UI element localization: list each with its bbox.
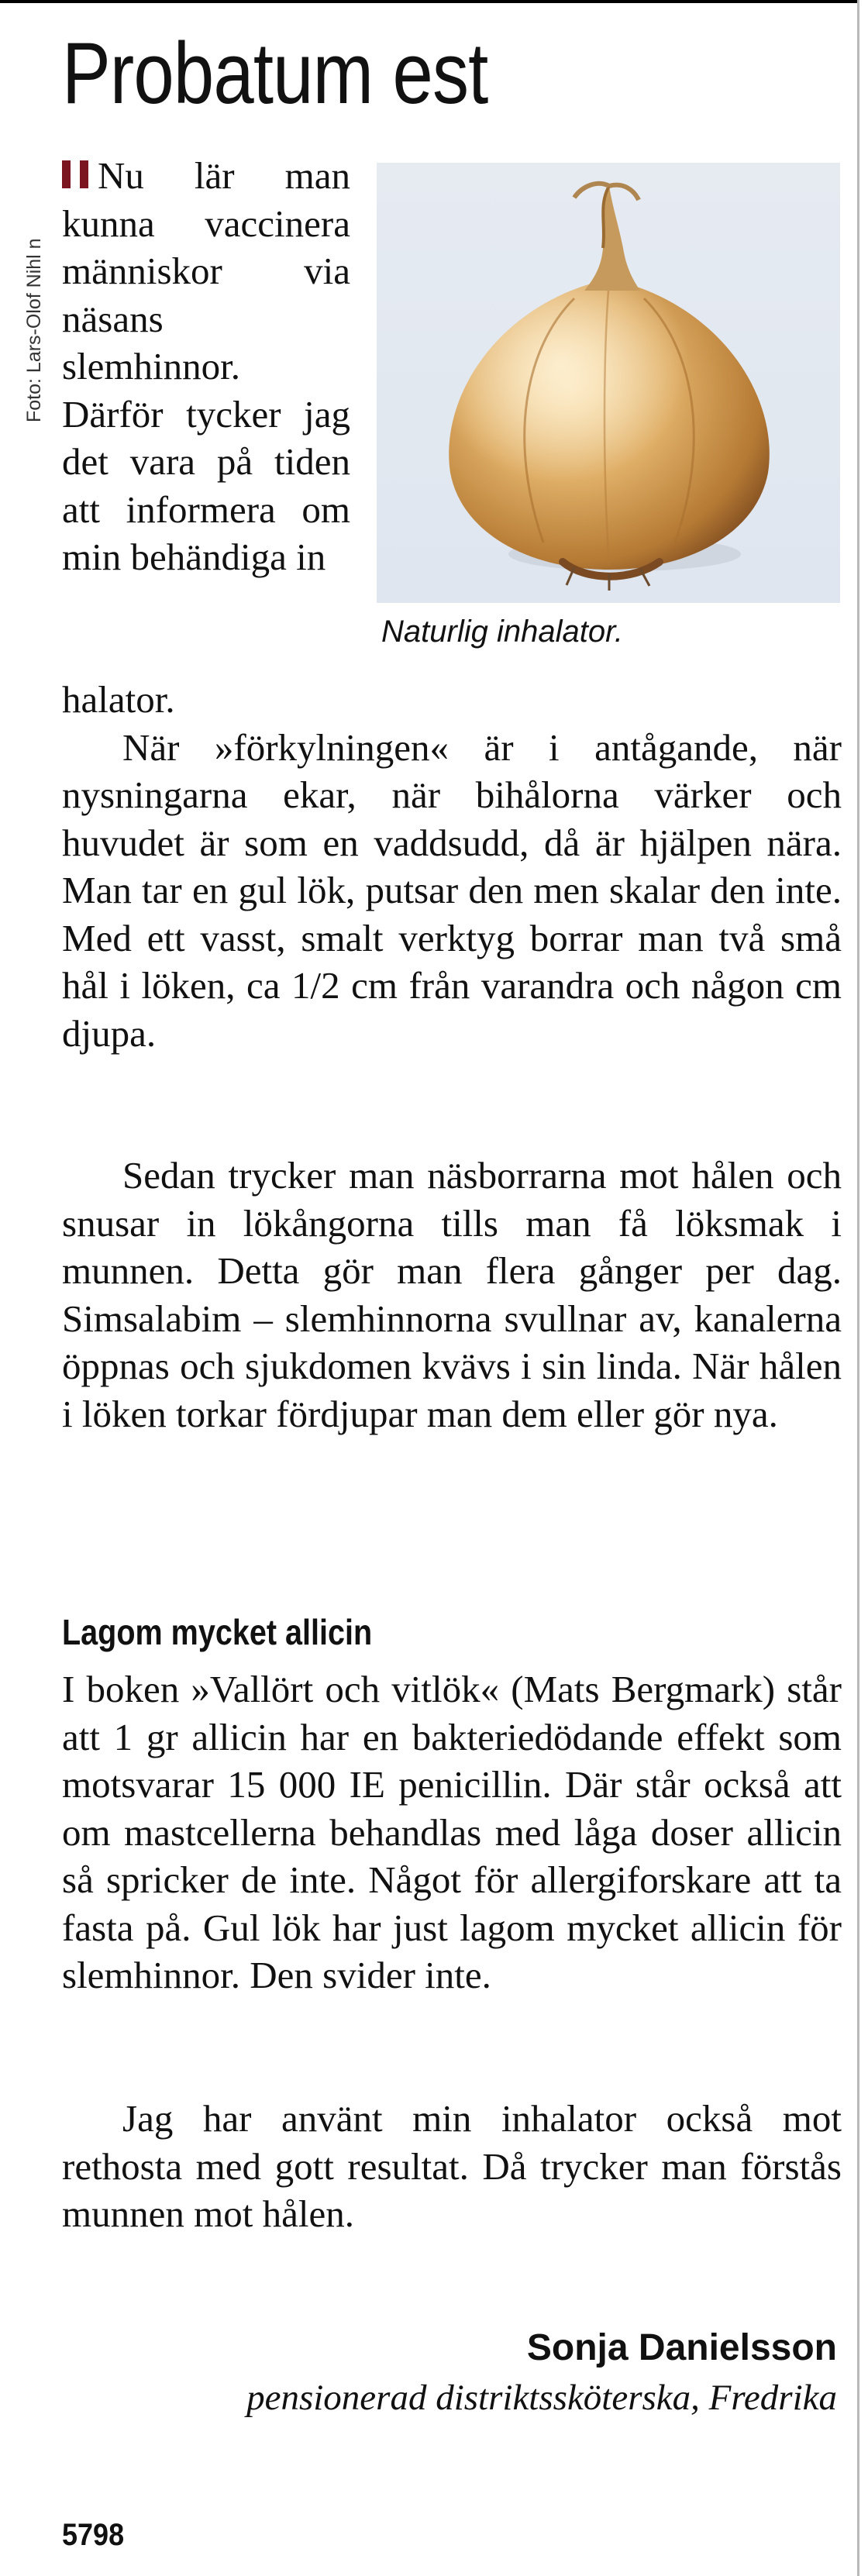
lead-paragraph-end: halator. [62,678,175,721]
body-paragraph-2: Sedan trycker man näsborrarna mot hålen och snusar in lökångorna tills man få löksmak i munnen. Detta gör man flera gånger per dag. Simsalabim – slemhinnorna svullnar av, kanalerna öppnas och sjukdomen kvävs i sin linda. När hålen i löken torkar fördjupar man dem eller gör nya. [62,1154,842,1435]
author-name: Sonja Danielsson [526,2327,837,2368]
body-paragraph-4: Jag har använt min inhalator också mot rethosta med gott resultat. Då trycker man förstås munnen mot hålen. [62,2097,842,2235]
headline: Probatum est [62,25,488,122]
column-rule [857,0,859,2576]
page-number: 5798 [62,2518,125,2552]
lead-paragraph [62,152,350,581]
body-paragraph-1: När »förkylningen« är i antågande, när nysningarna ekar, när bihålorna värker och huvudet är som en vaddsudd, då är hjälpen nära. Man tar en gul lök, putsar den men skalar den inte. Med ett vasst, smalt verktyg borrar man två små hål i löken, ca 1/2 cm från varandra och någon cm djupa. [62,725,842,1055]
onion-photo [377,163,840,603]
photo-credit: Foto: Lars-Olof Nihl n [23,238,45,422]
top-rule [0,0,857,3]
subheading: Lagom mycket allicin [62,1612,373,1652]
onion-illustration [377,163,840,603]
body-paragraph-3: I boken »Vallört och vitlök« (Mats Bergmark) står att 1 gr allicin har en bakteriedödande effekt som motsvarar 15 000 IE penicillin. Där står också att om mastcellerna behandlas med låga doser allicin så spricker de inte. Något för allergiforskare att ta fasta på. Gul lök har just lagom mycket allicin för slemhinnor. Den svider inte. [62,1668,842,1996]
double-bar-marker-icon [62,160,88,188]
photo-caption: Naturlig inhalator. [381,615,624,649]
author-role: pensionerad distriktssköterska, Fredrika [246,2378,837,2418]
lead-text: Nu lär man kunna vaccinera människor via näsans slemhinnor. Därför tycker jag det vara på tiden att informera om min behändiga in [62,154,350,578]
